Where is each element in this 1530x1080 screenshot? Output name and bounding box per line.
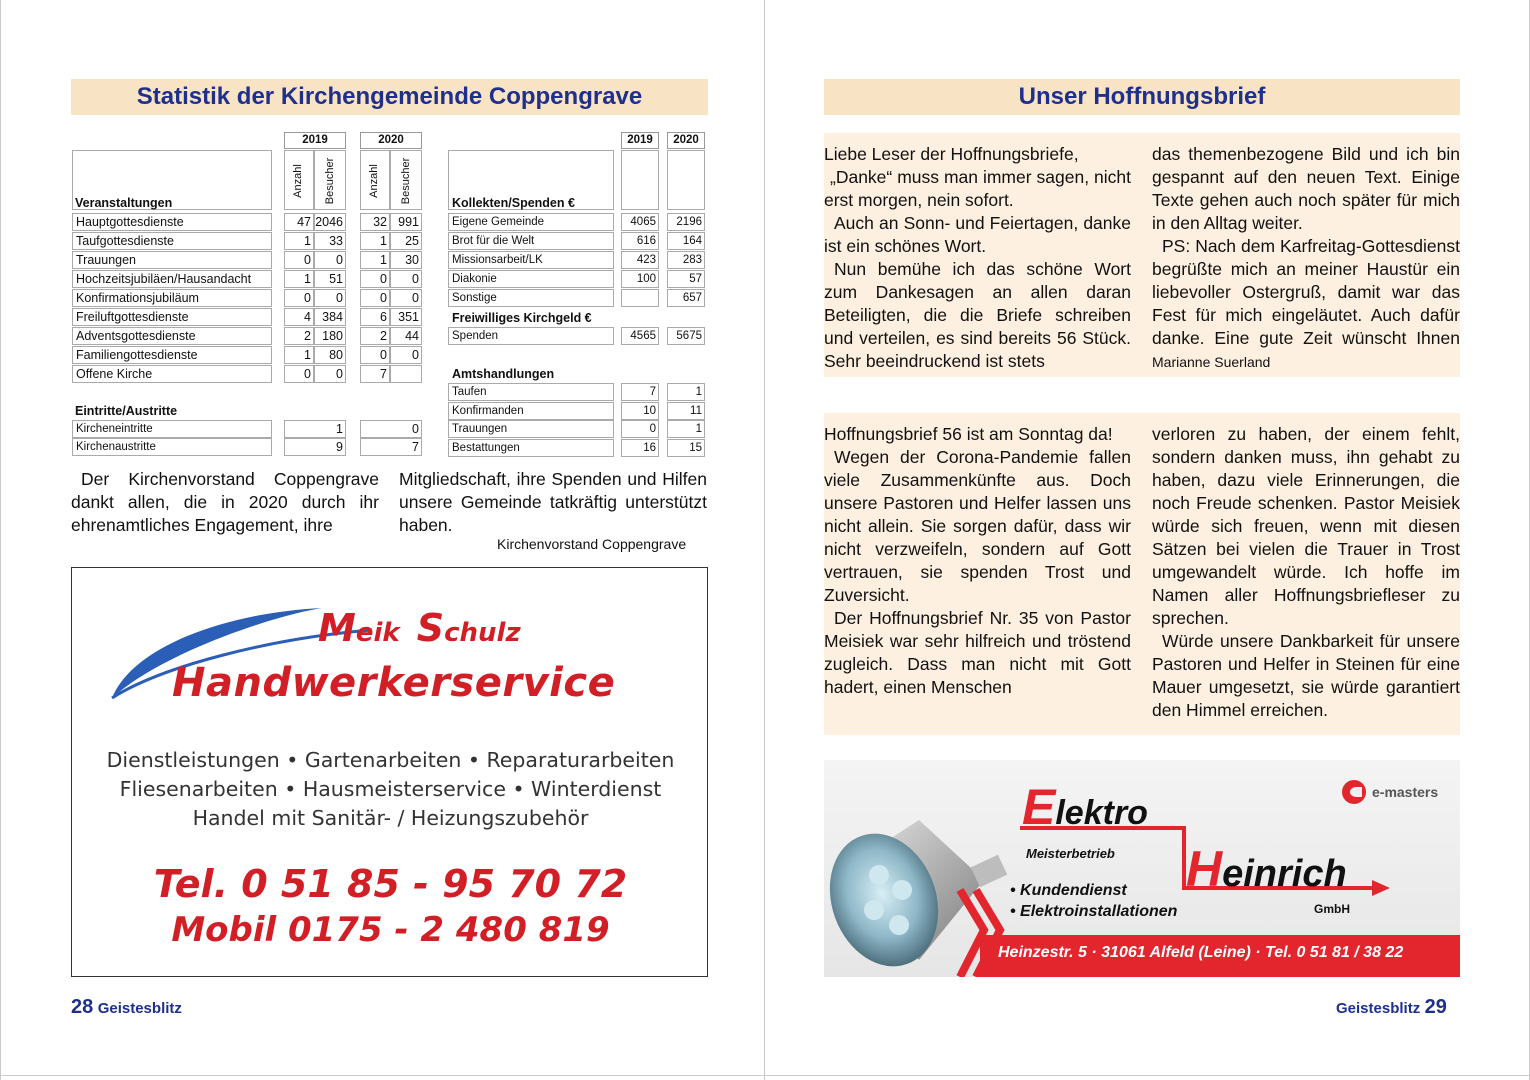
ad-meisterbetrieb: Meisterbetrieb [1026,846,1115,861]
e-masters-icon [1342,780,1366,804]
page-number-right: 29 [1424,996,1447,1018]
handwerkerservice-ad [71,567,708,977]
ad-mobile: Mobil 0175 - 2 480 819 [171,910,610,950]
right-page-title: Unser Hoffnungsbrief [1018,83,1266,110]
cell-2019: 423 [621,251,659,269]
row-label: Diakonie [448,270,614,288]
thanks-text-col1: Der Kirchenvorstand Coppengrave dankt allen, die in 2020 durch ihr ehrenamtliches Engagement, ihre [71,469,379,535]
cell-anzahl-2019: 2 [284,327,314,345]
cell-besucher-2020: 0 [390,346,422,364]
cell-2020: 657 [667,289,705,307]
events-year-2020: 2020 [360,132,422,149]
table-row [0,383,765,401]
row-label: Taufgottesdienste [72,232,272,250]
letter2-col2: verloren zu haben, der einem fehlt, sondern danken muss, ihn gehabt zu haben, dazu viele Erinnerungen, die noch Freude schenken. Pastor Meisiek würde sich freuen, wenn mit diesen Sätzen bei vielen die Trauer in Trost umgewandelt würde. Ich hoffe im Namen aller Hoffnungsbriefleser zu sprechen. Würde unsere Dankbarkeit für unsere Pastoren und Helfer in Steinen für eine Mauer umgesetzt, sie würde garantiert den Himmel erreichen. [1152,424,1460,720]
row-label: Kircheneintritte [72,420,272,438]
letter2-col1: Hoffnungsbrief 56 ist am Sonntag da! Wegen der Corona-Pandemie fallen viele Zusammenkünfte aus. Doch unsere Pastoren und Helfer lassen uns nicht allein. Sie sorgen dafür, dass wir nicht verzweifeln, sondern auf Gott vertrauen, sie spenden Trost und Zuversicht. Der Hoffnungsbrief Nr. 35 von Pastor Meisiek war sehr hilfreich und tröstend zugleich. Dass man nicht mit Gott hadert, einen Menschen [824,424,1131,697]
cell-besucher-2020: 44 [390,327,422,345]
cell-2019: 9 [284,438,346,456]
row-label: Brot für die Welt [448,232,614,250]
cell-besucher-2020: 30 [390,251,422,269]
row-label: Hauptgottesdienste [72,213,272,231]
table-row [0,251,765,269]
ad-service-elektroinstallationen: • Elektroinstallationen [1010,903,1178,920]
events-header: Veranstaltungen [75,196,173,210]
cell-2020: 7 [360,438,422,456]
row-label: Taufen [448,383,614,401]
magazine-name-right: Geistesblitz [1336,1000,1421,1017]
row-label: Adventsgottesdienste [72,327,272,345]
thanks-text-col2: Mitgliedschaft, ihre Spenden und Hilfen unsere Gemeinde tatkräftig unterstützt haben. [399,469,707,535]
cell-2020: 57 [667,270,705,288]
ad-elektro-text: Elektro [1022,779,1148,835]
cell-besucher-2020: 0 [390,289,422,307]
letter1-col1: Liebe Leser der Hoffnungsbriefe, „Danke“ muss man immer sagen, nicht erst morgen, nein sofort. Auch an Sonn- und Feiertagen, danke ist ein schönes Wort. Nun bemühe ich das schöne Wort zum Dankesagen an allen daran Beteiligten, die die Briefe schreiben und verteilen, es sind bereits 56 Stück. Sehr beeindruckend ist stets [824,144,1131,371]
cell-besucher-2019: 33 [314,232,346,250]
cell-anzahl-2019: 0 [284,365,314,383]
elektro-heinrich-ad [824,760,1460,977]
collections-header: Kollekten/Spenden € [452,196,575,210]
ad-services-line1: Dienstleistungen • Gartenarbeiten • Reparaturarbeiten [106,748,675,772]
table-row [0,439,765,457]
cell-anzahl-2019: 1 [284,232,314,250]
table-row [0,402,765,420]
row-label: Spenden [448,327,614,345]
cell-2020: 283 [667,251,705,269]
cell-2020: 164 [667,232,705,250]
row-label: Offene Kirche [72,365,272,383]
right-footer [1336,996,1447,1019]
ad-phone: Tel. 0 51 85 - 95 70 72 [153,862,628,906]
events-year-2019: 2019 [284,132,346,149]
row-label: Kirchenaustritte [72,438,272,456]
right-page [765,0,1530,1080]
row-label: Konfirmanden [448,402,614,420]
cell-anzahl-2020: 32 [360,213,390,231]
cell-anzahl-2019: 1 [284,346,314,364]
collections-year-2019: 2019 [621,132,659,149]
cell-besucher-2019: 51 [314,270,346,288]
cell-besucher-2019: 80 [314,346,346,364]
cell-anzahl-2019: 1 [284,270,314,288]
left-page-title: Statistik der Kirchengemeinde Coppengrave [136,83,643,110]
row-label: Sonstige [448,289,614,307]
letter1-col2: das themenbezogene Bild und ich bin gespannt auf den neuen Text. Einige Texte gehen auch noch später für mich in den Alltag weiter. PS: Nach dem Karfreitag-Gottesdienst begrüßte mich an meiner Haustür ein liebevoller Ostergruß, damit war das Fest für mich eingeläutet. Auch dafür danke. Eine gute Zeit wünscht Ihnen Marianne Suerland [1152,144,1460,370]
cell-besucher-2019: 2046 [314,213,346,231]
cell-anzahl-2020: 7 [360,365,390,383]
cell-anzahl-2020: 1 [360,251,390,269]
cell-anzahl-2019: 4 [284,308,314,326]
cell-2020: 0 [360,420,422,438]
row-label: Trauungen [72,251,272,269]
cell-besucher-2019: 384 [314,308,346,326]
ad-gmbh: GmbH [1314,902,1350,916]
membership-header: Eintritte/Austritte [75,404,178,418]
cell-2019: 10 [621,402,659,420]
ad-services-line3: Handel mit Sanitär- / Heizungszubehör [192,806,589,830]
cell-2020: 2196 [667,213,705,231]
table-row [0,232,765,250]
col-anzahl-2020: Anzahl [368,164,381,198]
cell-anzahl-2020: 6 [360,308,390,326]
cell-besucher-2019: 0 [314,251,346,269]
cell-2019: 4065 [621,213,659,231]
cell-2019: 0 [621,420,659,438]
cell-anzahl-2020: 0 [360,270,390,288]
table-row [0,420,765,438]
col-besucher-2019: Besucher [324,157,337,205]
table-row [0,327,765,345]
page-number-left: 28 [71,996,94,1018]
cell-anzahl-2019: 47 [284,213,314,231]
cell-anzahl-2019: 0 [284,289,314,307]
cell-2019: 100 [621,270,659,288]
ad-service-kundendienst: • Kundendienst [1010,882,1127,899]
table-row [0,270,765,288]
magazine-name-left: Geistesblitz [97,1000,182,1017]
row-label: Bestattungen [448,439,614,457]
cell-anzahl-2020: 2 [360,327,390,345]
cell-anzahl-2019: 0 [284,251,314,269]
row-label: Hochzeitsjubiläen/Hausandacht [72,270,272,288]
cell-anzahl-2020: 0 [360,346,390,364]
right-page-title-bar [824,79,1460,115]
cell-2019: 4565 [621,327,659,345]
row-label: Familiengottesdienste [72,346,272,364]
thanks-signature: Kirchenvorstand Coppengrave [497,536,687,552]
cell-2020: 1 [667,383,705,401]
cell-besucher-2020: 25 [390,232,422,250]
collections-table [0,0,765,470]
col-anzahl-2019: Anzahl [292,164,305,198]
cell-besucher-2020: 991 [390,213,422,231]
row-label: Freiluftgottesdienste [72,308,272,326]
cell-2019: 1 [284,420,346,438]
cell-2019: 616 [621,232,659,250]
ad-heinrich-text: Heinrich [1186,841,1347,897]
ad-services-line2: Fliesenarbeiten • Hausmeisterservice • Winterdienst [119,777,662,801]
cell-2019: 7 [621,383,659,401]
cell-2020: 1 [667,420,705,438]
letter1-signature: Marianne Suerland [1152,354,1271,370]
row-label: Missionsarbeit/LK [448,251,614,269]
ad-business-title: Handwerkerservice [172,660,616,706]
cell-besucher-2020: 0 [390,270,422,288]
kirchgeld-header: Freiwilliges Kirchgeld € [452,311,592,325]
cell-2020: 5675 [667,327,705,345]
row-label: Eigene Gemeinde [448,213,614,231]
table-row [0,213,765,231]
cell-anzahl-2020: 1 [360,232,390,250]
table-row [0,289,765,307]
cell-2020: 15 [667,439,705,457]
cell-besucher-2019: 0 [314,365,346,383]
cell-2020: 11 [667,402,705,420]
cell-anzahl-2020: 0 [360,289,390,307]
row-label: Trauungen [448,420,614,438]
cell-besucher-2020: 351 [390,308,422,326]
collections-year-2020: 2020 [667,132,705,149]
row-label: Konfirmationsjubiläum [72,289,272,307]
amtshandlungen-header: Amtshandlungen [452,367,555,381]
ad-address: Heinzestr. 5 · 31061 Alfeld (Leine) · Tel. 0 51 81 / 38 22 [998,944,1404,961]
cell-2019 [621,289,659,307]
cell-besucher-2019: 180 [314,327,346,345]
e-masters-logo: e-masters [1342,780,1438,804]
cell-besucher-2019: 0 [314,289,346,307]
ad-owner-name: Meik Schulz [318,606,521,650]
cell-2019: 16 [621,439,659,457]
left-footer [71,996,182,1019]
col-besucher-2020: Besucher [400,157,413,205]
